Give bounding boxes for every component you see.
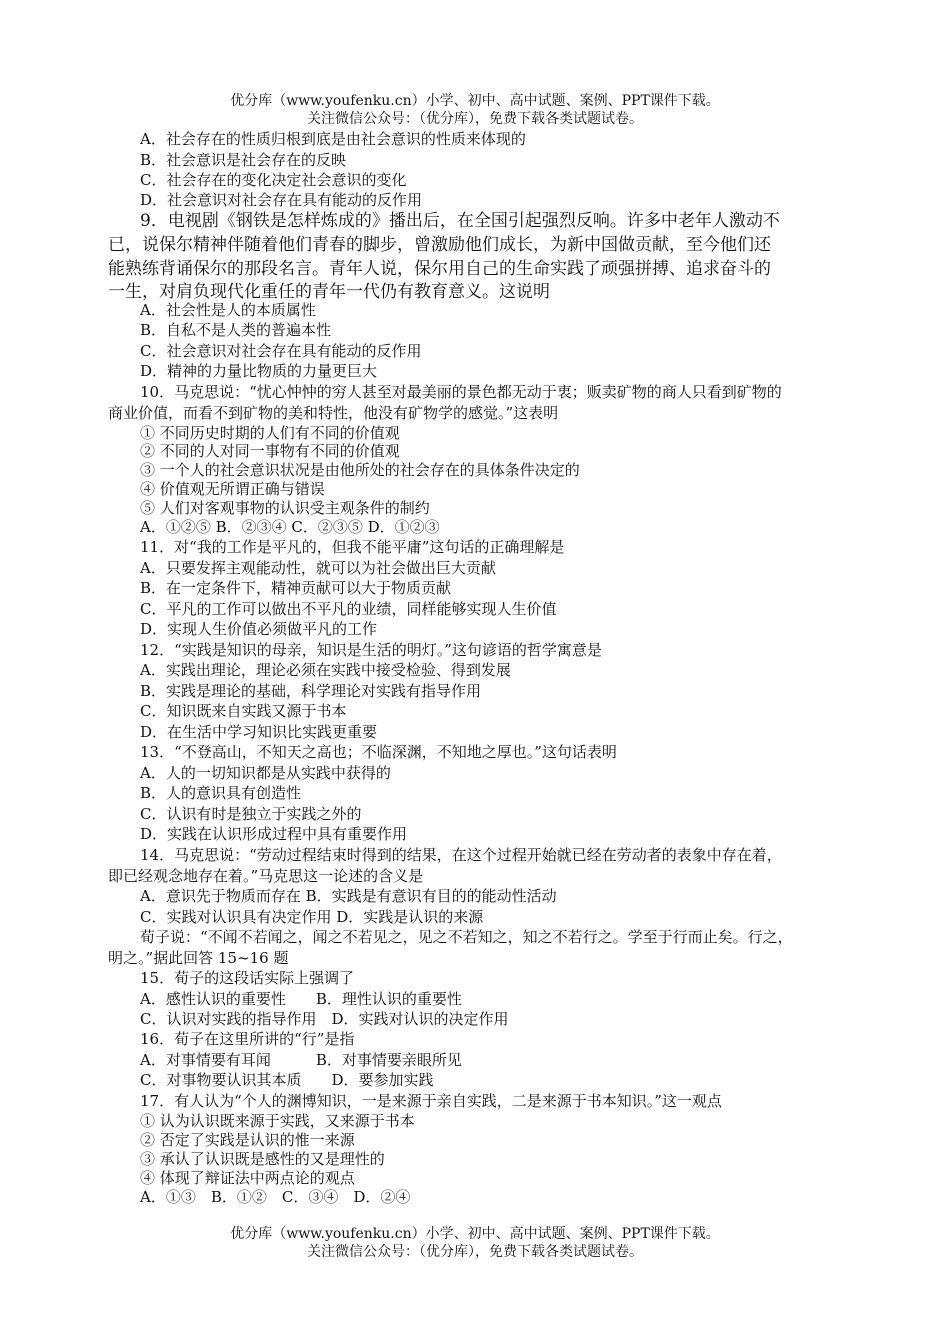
q10-item-3: ③ 一个人的社会意识状况是由他所处的社会存在的具体条件决定的 — [140, 461, 580, 479]
q15-options-ab: A．感性认识的重要性 B．理性认识的重要性 — [140, 990, 462, 1008]
q14-stem-1: 14．马克思说：“劳动过程结束时得到的结果，在这个过程开始就已经在劳动者的表象中存在着， — [140, 846, 782, 864]
q13-option-b: B．人的意识具有创造性 — [140, 784, 302, 802]
q9-option-c: C．社会意识对社会存在具有能动的反作用 — [140, 342, 422, 360]
q15-stem: 15．荀子的这段话实际上强调了 — [140, 969, 355, 987]
header-line-1: 优分库（www.youfenku.cn）小学、初中、高中试题、案例、PPT课件下载。 — [230, 93, 720, 109]
q9-option-b: B．自私不是人类的普遍本性 — [140, 321, 332, 339]
q10-item-4: ④ 价值观无所谓正确与错误 — [140, 480, 325, 498]
q16-options-ab: A．对事情要有耳闻 B．对事情要亲眼所见 — [140, 1051, 462, 1069]
q14-options-cd: C．实践对认识具有决定作用 D．实践是认识的来源 — [140, 908, 484, 926]
footer-line-2: 关注微信公众号：（优分库），免费下载各类试题试卷。 — [307, 1244, 643, 1260]
q9-stem-3: 能熟练背诵保尔的那段名言。青年人说，保尔用自己的生命实践了顽强拼搏、追求奋斗的 — [108, 259, 771, 279]
q13-stem: 13．“不登高山，不知天之高也；不临深渊，不知地之厚也。”这句话表明 — [140, 743, 617, 761]
q11-option-c: C．平凡的工作可以做出不平凡的业绩，同样能够实现人生价值 — [140, 600, 557, 618]
q12-option-a: A．实践出理论，理论必须在实践中接受检验、得到发展 — [140, 661, 511, 679]
q17-stem: 17．有人认为“个人的渊博知识，一是来源于亲自实践，二是来源于书本知识。”这一观点 — [140, 1092, 722, 1110]
q17-item-1: ① 认为认识既来源于实践，又来源于书本 — [140, 1112, 415, 1130]
q16-stem: 16．荀子在这里所讲的“行”是指 — [140, 1030, 355, 1048]
q8-option-d: D．社会意识对社会存在具有能动的反作用 — [140, 191, 423, 209]
passage-1: 荀子说：“不闻不若闻之，闻之不若见之，见之不若知之，知之不若行之。学至于行而止矣。行之， — [140, 928, 793, 946]
q9-stem-4: 一生，对肩负现代化重任的青年一代仍有教育意义。这说明 — [108, 282, 550, 302]
q13-option-c: C．认识有时是独立于实践之外的 — [140, 805, 362, 823]
q10-item-2: ② 不同的人对同一事物有不同的价值观 — [140, 442, 400, 460]
q9-option-d: D．精神的力量比物质的力量更巨大 — [140, 362, 378, 380]
q14-stem-2: 即已经观念地存在着。”马克思这一论述的含义是 — [108, 867, 424, 885]
q16-options-cd: C．对事物要认识其本质 D．要参加实践 — [140, 1071, 434, 1089]
q12-stem: 12．“实践是知识的母亲，知识是生活的明灯。”这句谚语的哲学寓意是 — [140, 641, 602, 659]
q17-item-3: ③ 承认了认识既是感性的又是理性的 — [140, 1150, 385, 1168]
q10-item-5: ⑤ 人们对客观事物的认识受主观条件的制约 — [140, 499, 430, 517]
q17-item-4: ④ 体现了辩证法中两点论的观点 — [140, 1169, 355, 1187]
q8-option-c: C．社会存在的变化决定社会意识的变化 — [140, 171, 407, 189]
q9-stem-2: 已，说保尔精神伴随着他们青春的脚步，曾激励他们成长，为新中国做贡献，至今他们还 — [108, 235, 771, 255]
q11-option-b: B．在一定条件下，精神贡献可以大于物质贡献 — [140, 579, 452, 597]
q14-options-ab: A．意识先于物质而存在 B．实践是有意识有目的的能动性活动 — [140, 887, 557, 905]
q11-stem: 11．对“我的工作是平凡的，但我不能平庸”这句话的正确理解是 — [140, 538, 565, 556]
q17-options: A．①③ B．①② C．③④ D．②④ — [140, 1188, 411, 1206]
q10-stem-1: 10．马克思说：“忧心忡忡的穷人甚至对最美丽的景色都无动于衷；贩卖矿物的商人只看到矿物的 — [140, 383, 782, 401]
q12-option-b: B．实践是理论的基础，科学理论对实践有指导作用 — [140, 682, 482, 700]
q12-option-d: D．在生活中学习知识比实践更重要 — [140, 723, 378, 741]
q13-option-d: D．实践在认识形成过程中具有重要作用 — [140, 825, 408, 843]
footer-line-1: 优分库（www.youfenku.cn）小学、初中、高中试题、案例、PPT课件下载。 — [230, 1226, 720, 1242]
q10-item-1: ① 不同历史时期的人们有不同的价值观 — [140, 424, 400, 442]
header-line-2: 关注微信公众号：（优分库），免费下载各类试题试卷。 — [307, 111, 643, 127]
q9-stem-1: 9．电视剧《钢铁是怎样炼成的》播出后，在全国引起强烈反响。许多中老年人激动不 — [140, 211, 780, 231]
q12-option-c: C．知识既来自实践又源于书本 — [140, 702, 347, 720]
q15-options-cd: C．认识对实践的指导作用 D．实践对认识的决定作用 — [140, 1010, 509, 1028]
q10-options: A．①②⑤ B．②③④ C．②③⑤ D．①②③ — [140, 518, 440, 536]
passage-2: 明之。”据此回答 15~16 题 — [108, 949, 289, 967]
q8-option-a: A．社会存在的性质归根到底是由社会意识的性质来体现的 — [140, 130, 526, 148]
q11-option-a: A．只要发挥主观能动性，就可以为社会做出巨大贡献 — [140, 559, 496, 577]
q9-option-a: A．社会性是人的本质属性 — [140, 301, 316, 319]
q8-option-b: B．社会意识是社会存在的反映 — [140, 151, 347, 169]
q11-option-d: D．实现人生价值必须做平凡的工作 — [140, 620, 378, 638]
q13-option-a: A．人的一切知识都是从实践中获得的 — [140, 764, 391, 782]
q10-stem-2: 商业价值，而看不到矿物的美和特性，他没有矿物学的感觉。”这表明 — [108, 404, 559, 422]
q17-item-2: ② 否定了实践是认识的惟一来源 — [140, 1131, 355, 1149]
